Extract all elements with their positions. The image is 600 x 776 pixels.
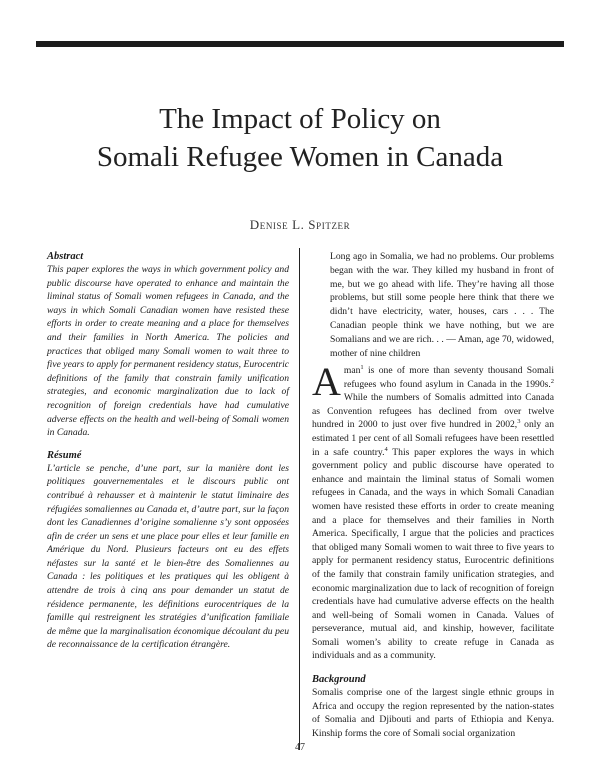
title-line-2: Somali Refugee Women in Canada — [96, 141, 504, 173]
intro-part-2: While the numbers of Somalis admitted into Canada as Convention refugees has declined from over twelve hundred in 2000 to just over five hundred in 2002, — [312, 392, 554, 431]
intro-lead: man — [343, 365, 361, 376]
column-divider — [299, 248, 300, 750]
footnote-ref-3[interactable]: 3 — [517, 418, 521, 426]
abstract-column — [47, 250, 289, 652]
intro-paragraph — [312, 359, 554, 663]
intro-part-1: is one of more than seventy thousand Somali refugees who found asylum in Canada in the 1990s. — [343, 365, 554, 390]
article-body — [312, 359, 554, 740]
title-line-1: The Impact of Policy on — [159, 103, 441, 135]
abstract-heading: Abstract — [47, 251, 84, 262]
resume-text: L’article se penche, d’une part, sur la manière dont les politiques gouvernementales et le discours public ont contribué à rehausser et à maintenir le statut liminaire des réfugiées somaliennes au Canada et, d’autre part, sur la façon dont les Canadiennes d’origine somalienne s’y sont opposées afin de créer un sens et une place pour elles et leur famille en Amérique du Nord. Plusieurs facteurs ont eu des effets néfastes sur la santé et le bien-être des Somaliennes au Canada : les politiques et les pratiques qui les obligent à attendre de trois à cinq ans pour demander un statut de résidence permanente, les définitions eurocentriques de la famille qui restreignent les stratégies d’unification familiale de même que la marginalisation économique découlant du peu de reconnaissance de la certification étrangère. — [47, 462, 289, 651]
intro-part-4: This paper explores the ways in which government policy and public discourse have operated to enhance and maintain the liminal status of Somali women refugees in Canada, and the ways in which Somali Canadian women have resisted these efforts in order to create meaning and a place for themselves and their families in North America. Specifically, I argue that the policies and practices that obliged many Somali women to wait three to five years to apply for permanent residency status, Eurocentric definitions of the family that constrain family unification strategies, and economic marginalization due to lack of recognition of foreign credentials have had cumulative adverse effects on the health and well-being of Somali women in Canada. Values of perseverance, mutual aid, and kinship, however, facilitate Somali women’s ability to create refuge in Canada as individuals and as a community. — [312, 446, 554, 662]
top-rule — [36, 41, 564, 47]
epigraph-text: Long ago in Somalia, we had no problems. Our problems began with the war. They killed my husband in front of me, but we go ahead with life. They’re having all those problems, but still some people here think that there we didn’t have electricity, water, houses, cars . . . The Canadian people think we have nothing, but we are Somalians and we are rich. . . — Aman, age 70, widowed, mother of nine children — [330, 251, 554, 359]
background-text: Somalis comprise one of the largest single ethnic groups in Africa and occupy the region represented by the nation-states of Somalia and Djibouti and parts of Ethiopia and Kenya. Kinship forms the core of Somali social organization — [312, 687, 554, 739]
intro-part-3: only an estimated 1 per cent of all Somali refugees have been resettled in a safe country. — [312, 419, 554, 458]
footnote-ref-1[interactable]: 1 — [360, 363, 364, 371]
footnote-ref-2[interactable]: 2 — [550, 377, 554, 385]
article-title — [36, 100, 564, 176]
author-name: Denise L. Spitzer — [249, 217, 351, 232]
footnote-ref-4[interactable]: 4 — [384, 445, 388, 453]
page-number: 47 — [295, 742, 305, 753]
background-heading: Background — [312, 674, 366, 686]
resume-heading: Résumé — [47, 449, 82, 461]
abstract-text: This paper explores the ways in which government policy and public discourse have operated to enhance and maintain the liminal status of Somali women refugees in Canada, and the ways in which Somali Canadian women have resisted these efforts in order to create meaning and a place for themselves and their families in North America. The policies and practices that obliged many Somali women to wait three to five years to apply for permanent residency status, Eurocentric definitions of the family that constrain family unification strategies, and economic marginalization due to lack of recognition of foreign credentials have had cumulative adverse effects on the health and well-being of Somali women in Canada. — [47, 264, 289, 439]
epigraph — [330, 250, 554, 360]
drop-cap: A — [312, 359, 341, 404]
